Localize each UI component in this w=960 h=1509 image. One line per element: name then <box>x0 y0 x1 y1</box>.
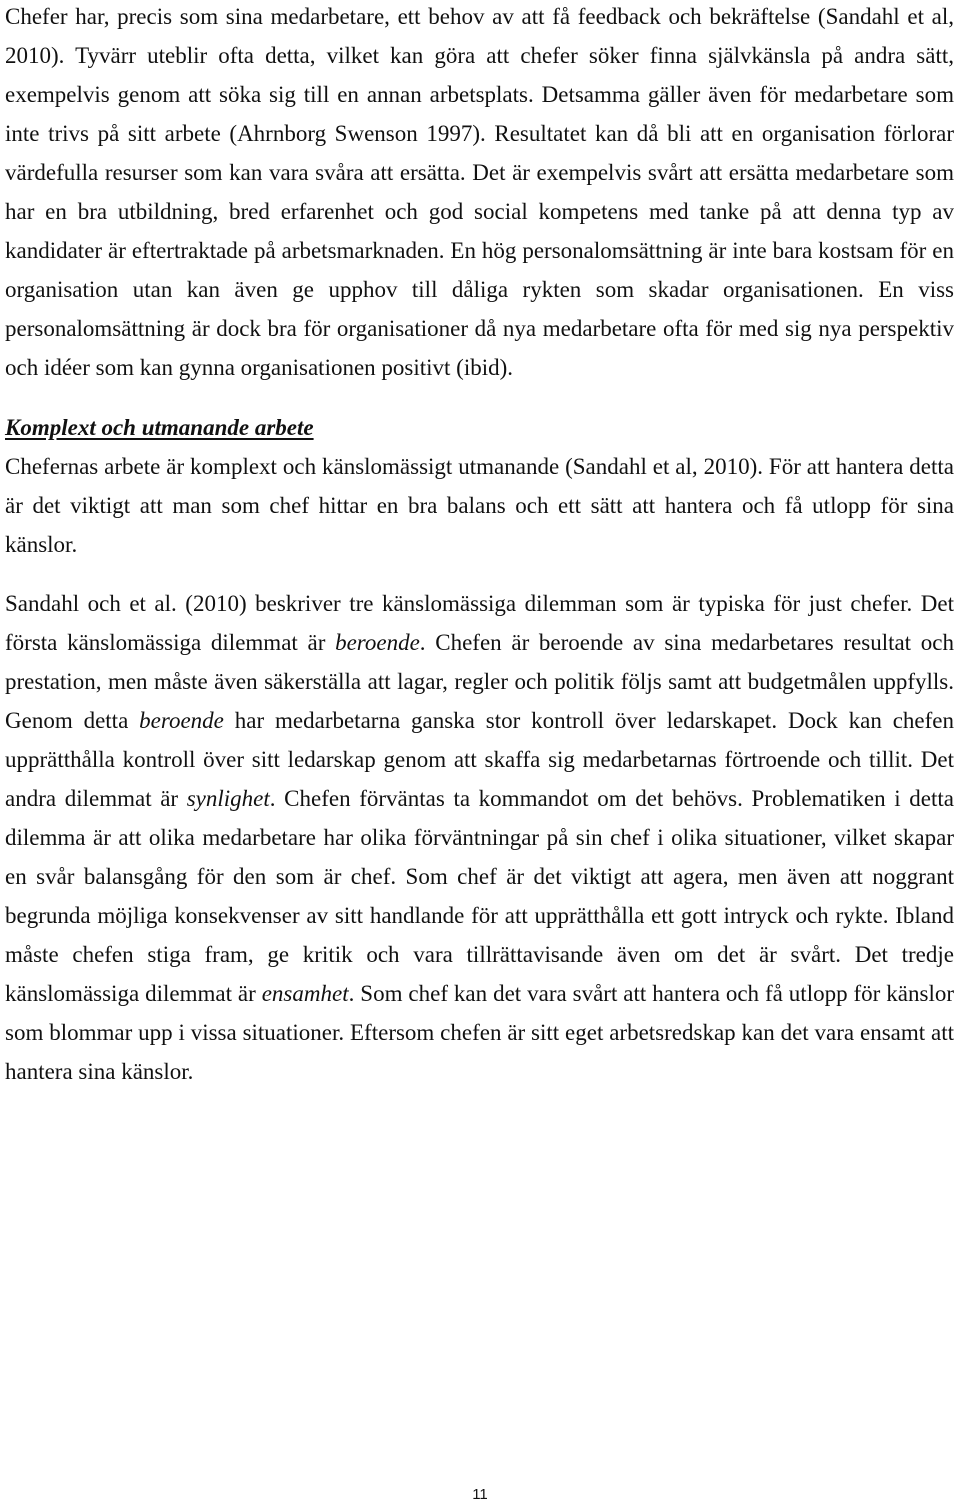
document-page <box>5 0 954 1091</box>
body-paragraph-complex-work: Chefernas arbete är komplext och känslomässigt utmanande (Sandahl et al, 2010). För att hantera detta är det viktigt att man som chef hittar en bra balans och ett sätt att hantera och få utlopp för sina känslor. <box>5 454 954 557</box>
text-run: . Chefen förväntas ta kommandot om det behövs. Problematiken i detta dilemma är att olika medarbetare har olika förväntningar på sin chef i olika situationer, vilket skapar en svår balansgång för den som är chef. Som chef är det viktigt att agera, men även att noggrant begrunda möjliga konsekvenser av sitt handlande för att upprätthålla ett gott intryck och rykte. Ibland måste chefen stiga fram, ge kritik och vara tillrättavisande även om det är svårt. Det tredje känslomässiga dilemmat är <box>5 786 955 1006</box>
body-paragraph-dilemmas <box>5 584 954 1091</box>
emphasis-term: beroende <box>335 630 420 655</box>
body-paragraph-feedback: Chefer har, precis som sina medarbetare, ett behov av att få feedback och bekräftelse (Sandahl et al, 2010). Tyvärr uteblir ofta detta, vilket kan göra att chefer söker finna självkänsla på andra sätt, exempelvis genom att söka sig till en annan arbetsplats. Detsamma gäller även för medarbetare som inte trivs på sitt arbete (Ahrnborg Swenson 1997). Resultatet kan då bli att en organisation förlorar värdefulla resurser som kan vara svåra att ersätta. Det är exempelvis svårt att ersätta medarbetare som har en bra utbildning, bred erfarenhet och god social kompetens med tanke på att denna typ av kandidater är eftertraktade på arbetsmarknaden. En hög personalomsättning är inte bara kostsam för en organisation utan kan även ge upphov till dåliga rykten som skadar organisationen. En viss personalomsättning är dock bra för organisationer då nya medarbetare ofta för med sig nya perspektiv och idéer som kan gynna organisationen positivt (ibid). <box>5 4 954 380</box>
text-run: . Som chef kan det vara svårt att hantera och få utlopp för känslor som blommar upp i vissa situationer. Eftersom chefen är sitt eget arbetsredskap kan det vara ensamt att hantera sina känslor. <box>5 981 954 1084</box>
page-number: 11 <box>472 1486 488 1503</box>
emphasis-term: beroende <box>139 708 224 733</box>
emphasis-term: ensamhet <box>261 981 349 1006</box>
section-heading: Komplext och utmanande arbete <box>5 415 314 440</box>
text-run: har medarbetarna ganska stor kontroll över ledarskapet. Dock kan chefen upprätthålla kontroll över sitt ledarskap genom att skaffa sig medarbetarnas förtroende och tillit. Det andra dilemmat är <box>5 708 954 811</box>
text-run: . Chefen är beroende av sina medarbetares resultat och prestation, men måste även säkerställa att lagar, regler och politik följs samt att budgetmålen uppfylls. Genom detta <box>5 630 954 733</box>
emphasis-term: synlighet <box>186 786 270 811</box>
text-run: Sandahl och et al. (2010) beskriver tre känslomässiga dilemman som är typiska för just chefer. Det första känslomässiga dilemmat är <box>5 591 954 655</box>
